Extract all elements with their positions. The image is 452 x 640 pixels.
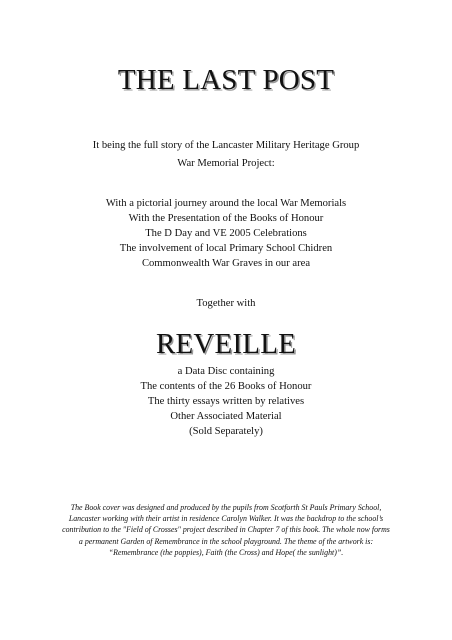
disc-line-4: Other Associated Material xyxy=(170,411,282,422)
feature-line-2: With the Presentation of the Books of Honour xyxy=(128,213,324,224)
document-title: THE LAST POST xyxy=(117,64,335,96)
caption-line-5: “Remembrance (the poppies), Faith (the Cross) and Hope( the sunlight)”. xyxy=(108,547,344,557)
caption-line-4: a permanent Garden of Remembrance in the school playground. The theme of the artwork is: xyxy=(78,536,374,546)
intro-line-2: War Memorial Project: xyxy=(177,158,275,169)
disc-line-5: (Sold Separately) xyxy=(189,426,263,437)
disc-line-2: The contents of the 26 Books of Honour xyxy=(140,381,312,392)
intro-line-1: It being the full story of the Lancaster Military Heritage Group xyxy=(92,140,360,151)
feature-line-5: Commonwealth War Graves in our area xyxy=(141,258,311,269)
caption-line-1: The Book cover was designed and produced by the pupils from Scotforth St Pauls Primary School, xyxy=(70,503,382,512)
reveille-title: REVEILLE xyxy=(155,328,297,360)
disc-line-1: a Data Disc containing xyxy=(177,366,275,377)
caption-line-2: Lancaster working with their artist in residence Carolyn Walker. It was the backdrop to the school’s xyxy=(68,514,384,524)
caption-line-3: contribution to the "Field of Crosses" project described in Chapter 7 of this book. The whole now forms xyxy=(62,525,390,535)
disc-line-3: The thirty essays written by relatives xyxy=(147,396,305,407)
feature-line-1: With a pictorial journey around the local War Memorials xyxy=(105,198,347,209)
together-with-text: Together with xyxy=(196,298,256,309)
feature-line-3: The D Day and VE 2005 Celebrations xyxy=(145,228,307,239)
feature-line-4: The involvement of local Primary School Chidren xyxy=(119,243,333,254)
cover-caption xyxy=(0,502,452,558)
